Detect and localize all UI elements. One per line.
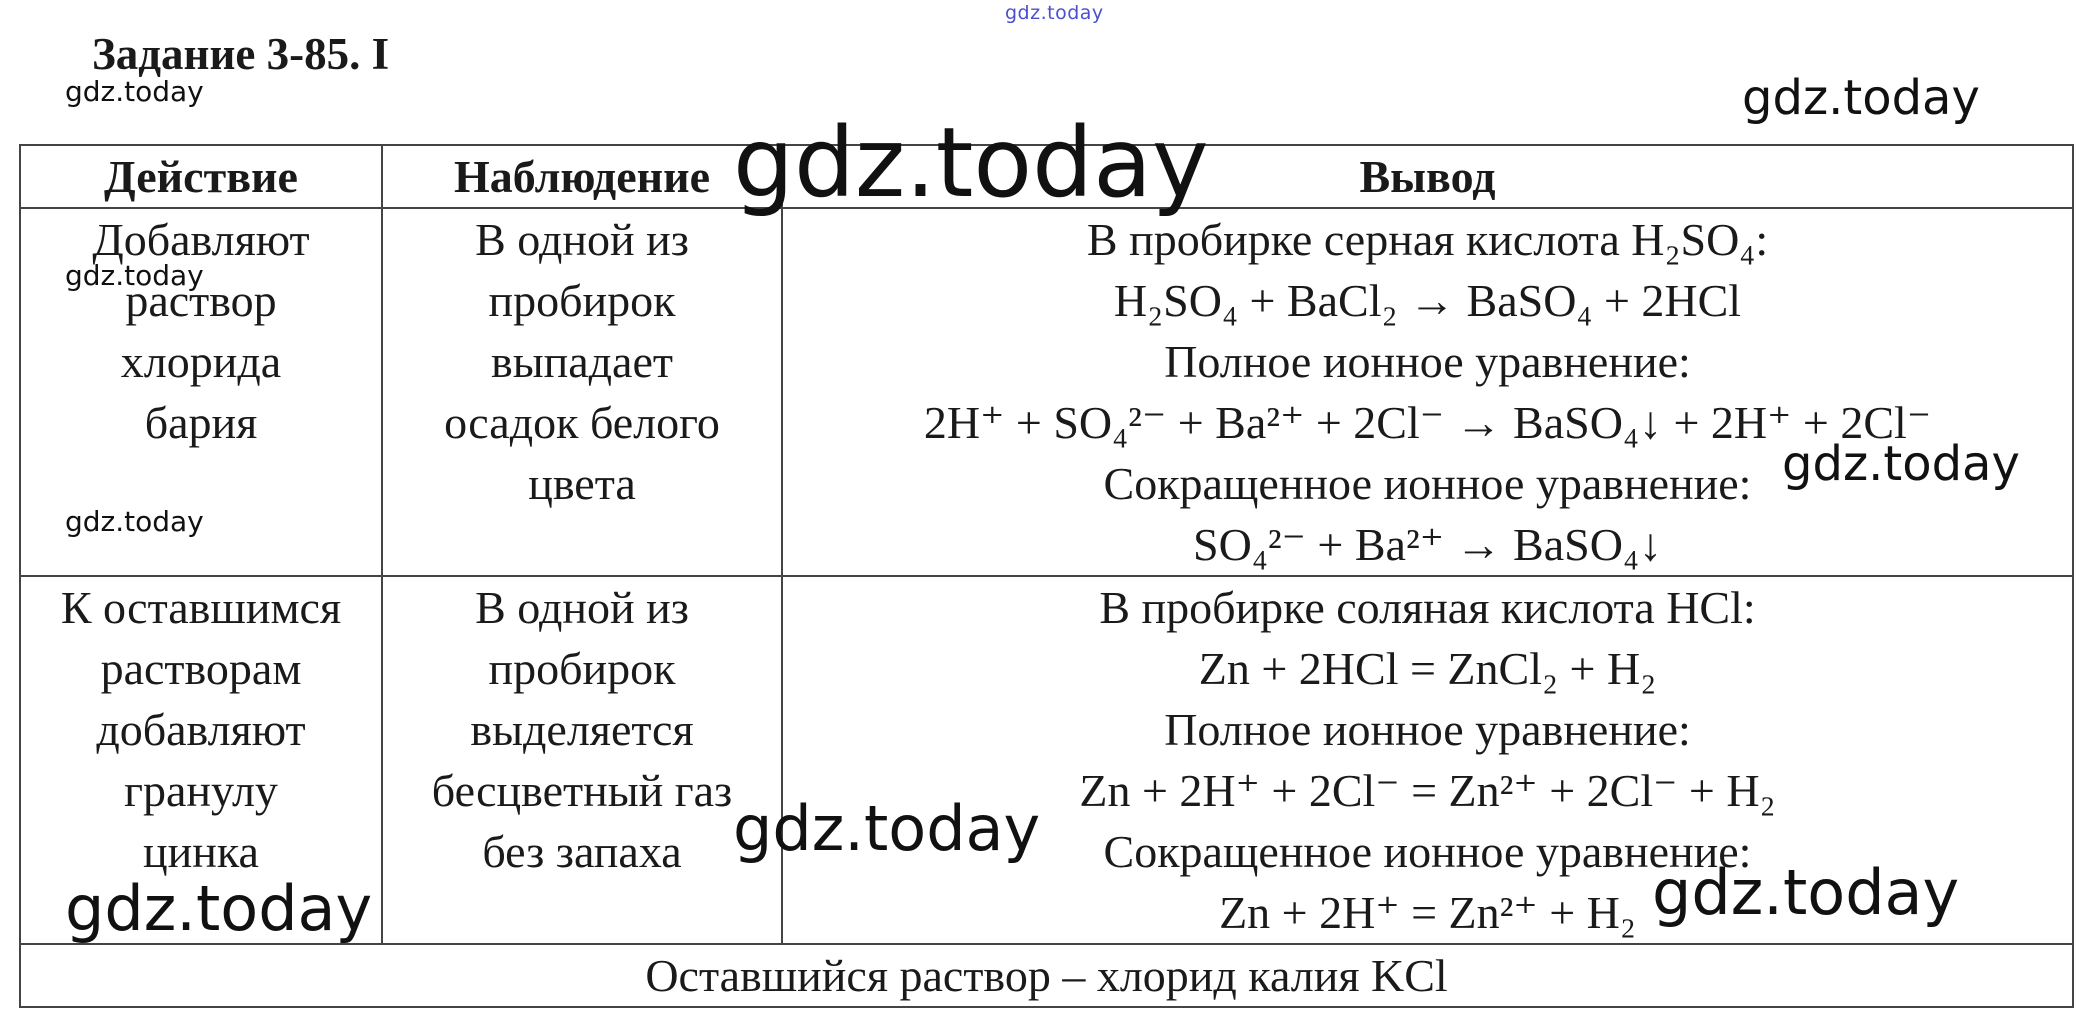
observation-cell: В одной из пробирок выделяется бесцветный газ без запаха	[382, 576, 782, 944]
footer-cell: Оставшийся раствор – хлорид калия KCl	[20, 944, 2073, 1007]
watermark: gdz.today	[1652, 856, 1960, 929]
watermark: gdz.today	[733, 107, 1209, 219]
equation-short-ionic: SO₄²⁻ + Ba²⁺ → BaSO₄↓	[1193, 519, 1662, 570]
task-title: Задание 3-85. I	[92, 29, 390, 79]
table-row	[20, 208, 2073, 576]
equation-molecular: Zn + 2HCl = ZnCl₂ + H₂	[1198, 643, 1657, 694]
equation-molecular: H₂SO₄ + BaCl₂ → BaSO₄ + 2HCl	[1113, 275, 1742, 326]
watermark: gdz.today	[1742, 70, 1980, 126]
top-watermark: gdz.today	[1005, 2, 1104, 24]
conclusion-line: В пробирке соляная кислота HCl:	[1099, 582, 1756, 633]
column-header-conclusion: Вывод	[782, 145, 2073, 208]
watermark: gdz.today	[733, 792, 1041, 865]
table-footer-row	[20, 944, 2073, 1007]
equation-full-ionic: 2H⁺ + SO₄²⁻ + Ba²⁺ + 2Cl⁻ → BaSO₄↓ + 2H⁺ + 2Cl⁻	[923, 397, 1932, 448]
conclusion-line: Полное ионное уравнение:	[1164, 704, 1691, 755]
conclusion-line: Полное ионное уравнение:	[1164, 336, 1691, 387]
watermark: gdz.today	[65, 75, 204, 108]
equation-short-ionic: Zn + 2H⁺ = Zn²⁺ + H₂	[1219, 887, 1636, 938]
watermark: gdz.today	[65, 872, 373, 945]
equation-full-ionic: Zn + 2H⁺ + 2Cl⁻ = Zn²⁺ + 2Cl⁻ + H₂	[1079, 765, 1776, 816]
action-cell: К оставшимся растворам добавляют гранулу цинка	[20, 576, 382, 944]
observation-cell: В одной из пробирок выпадает осадок белого цвета	[382, 208, 782, 576]
action-cell: Добавляют раствор хлорида бария	[20, 208, 382, 576]
watermark: gdz.today	[1782, 436, 2020, 492]
column-header-action: Действие	[20, 145, 382, 208]
conclusion-line: Сокращенное ионное уравнение:	[1103, 458, 1752, 509]
conclusion-cell	[782, 208, 2073, 576]
watermark: gdz.today	[65, 259, 204, 292]
column-header-observation: Наблюдение	[382, 145, 782, 208]
watermark: gdz.today	[65, 505, 204, 538]
conclusion-line: В пробирке серная кислота H₂SO₄:	[1086, 214, 1769, 265]
conclusion-line: Сокращенное ионное уравнение:	[1103, 826, 1752, 877]
